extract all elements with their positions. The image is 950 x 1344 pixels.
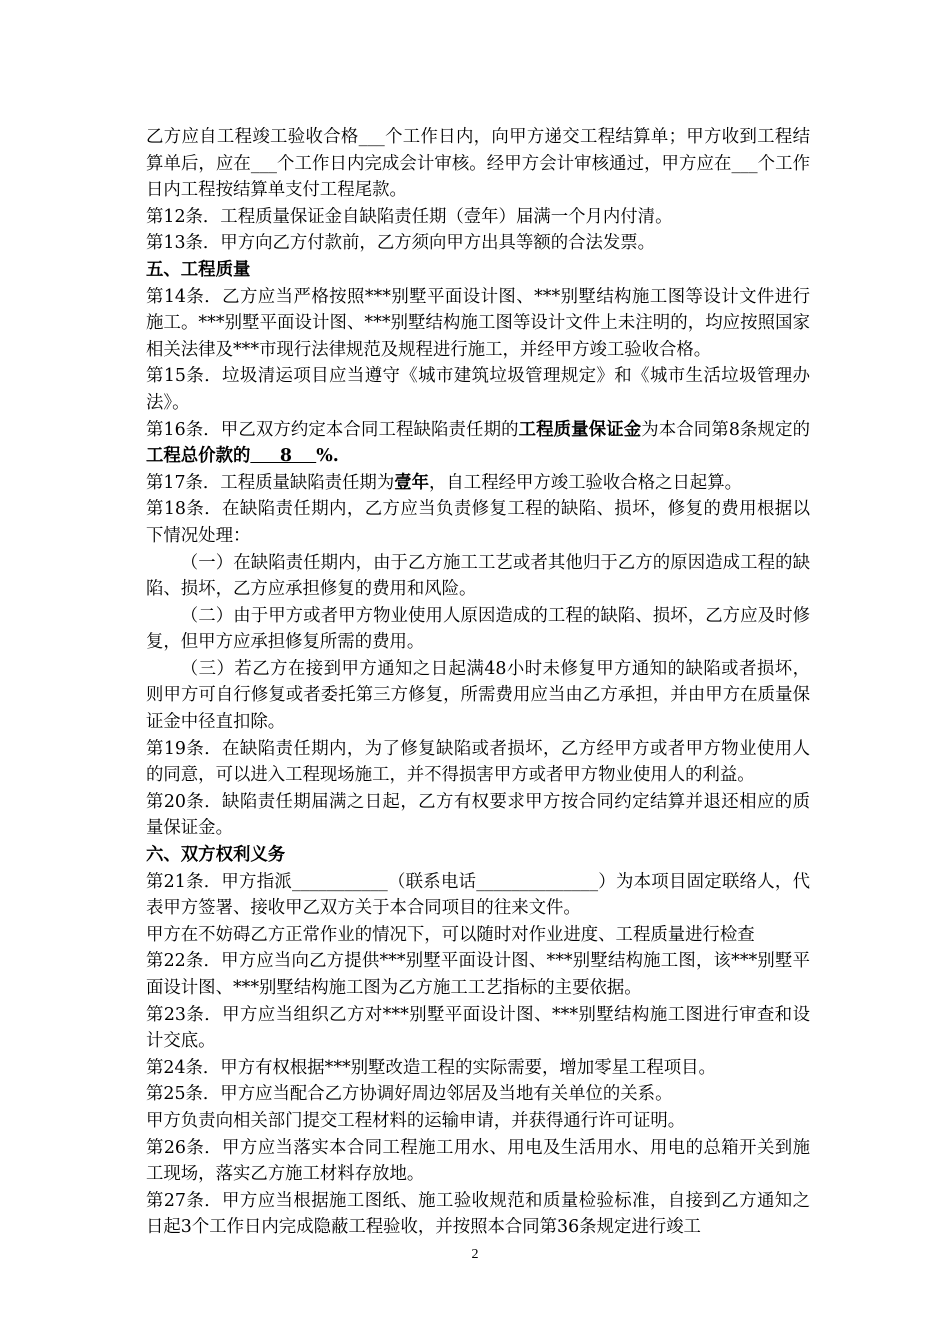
text: 第21条．甲方指派 bbox=[146, 871, 293, 892]
article-16 bbox=[146, 417, 810, 470]
article-13: 第13条．甲方向乙方付款前，乙方须向甲方出具等额的合法发票。 bbox=[146, 233, 656, 254]
bold-text: 工程总价款的 bbox=[146, 446, 251, 467]
article-18-item-3: （三）若乙方在接到甲方通知之日起满48小时未修复甲方通知的缺陷或者损坏，则甲方可自行修复或者委托第三方修复，所需费用应当由乙方承担，并由甲方在质量保证金中径直扣除。 bbox=[146, 658, 810, 733]
article-12: 第12条．工程质量保证金自缺陷责任期（壹年）届满一个月内付清。 bbox=[146, 206, 673, 227]
text: 第16条．甲乙双方约定本合同工程缺陷责任期的 bbox=[146, 419, 519, 440]
article-18-item-2: （二）由于甲方或者甲方物业使用人原因造成的工程的缺陷、损坏，乙方应及时修复，但甲方应承担修复所需的费用。 bbox=[146, 605, 810, 653]
article-26: 第26条．甲方应当落实本合同工程施工用水、用电及生活用水、用电的总箱开关到施工现场，落实乙方施工材料存放地。 bbox=[146, 1137, 810, 1185]
section-heading-rights: 六、双方权利义务 bbox=[146, 845, 286, 866]
paragraph-settlement bbox=[146, 124, 810, 204]
article-18-item-1: （一）在缺陷责任期内，由于乙方施工工艺或者其他归于乙方的原因造成工程的缺陷、损坏，乙方应承担修复的费用和风险。 bbox=[146, 552, 810, 600]
text: （联系电话 bbox=[387, 871, 477, 892]
article-14: 第14条．乙方应当严格按照***别墅平面设计图、***别墅结构施工图等设计文件进行施工。***别墅平面设计图、***别墅结构施工图等设计文件上未注明的，均应按照国家相关法律及***市现行法律规范及规程进行施工，并经甲方竣工验收合格。 bbox=[146, 286, 810, 360]
text: 个工作日内工程按结算单支付工程尾款。 bbox=[146, 153, 810, 201]
article-27: 第27条．甲方应当根据施工图纸、施工验收规范和质量检验标准，自接到乙方通知之日起3个工作日内完成隐蔽工程验收，并按照本合同第36条规定进行竣工 bbox=[146, 1190, 810, 1238]
document-body bbox=[146, 124, 810, 1241]
page-number: 2 bbox=[471, 1247, 479, 1262]
article-22: 第22条．甲方应当向乙方提供***别墅平面设计图、***别墅结构施工图，该***别墅平面设计图、***别墅结构施工图为乙方施工工艺指标的主要依据。 bbox=[146, 951, 810, 998]
text: 为本合同第8条规定的 bbox=[641, 419, 810, 440]
text: 乙方应自工程竣工验收合格 bbox=[146, 127, 359, 147]
article-21-continued: 甲方在不妨碍乙方正常作业的情况下，可以随时对作业进度、工程质量进行检查 bbox=[146, 924, 755, 945]
bold-text: 工程质量保证金 bbox=[518, 419, 642, 440]
text: 个工作日内，向甲方递交工程结算单；甲方收到工程结算单后，应在 bbox=[146, 127, 810, 174]
text: ，自工程经甲方竣工验收合格之日起算。 bbox=[429, 472, 743, 493]
section-heading-quality: 五、工程质量 bbox=[146, 259, 251, 280]
text: ）为本项目固定联络人，代表甲方签署、接收甲乙双方关于本合同项目的往来文件。 bbox=[146, 871, 810, 919]
article-19: 第19条．在缺陷责任期内，为了修复缺陷或者损坏，乙方经甲方或者甲方物业使用人的同意，可以进入工程现场施工，并不得损害甲方或者甲方物业使用人的利益。 bbox=[146, 738, 810, 786]
article-21 bbox=[146, 869, 810, 922]
text: 第17条．工程质量缺陷责任期为 bbox=[146, 472, 395, 493]
article-25: 第25条．甲方应当配合乙方协调好周边邻居及当地有关单位的关系。 bbox=[146, 1084, 673, 1105]
blank-field: ___ bbox=[358, 127, 385, 147]
article-20: 第20条．缺陷责任期届满之日起，乙方有权要求甲方按合同约定结算并退还相应的质量保证金。 bbox=[146, 791, 810, 839]
bold-text: 壹年 bbox=[394, 472, 430, 493]
blank-field: ___ bbox=[250, 153, 277, 174]
blank-field: ______________ bbox=[476, 871, 599, 892]
blank-field: ___ bbox=[731, 153, 758, 174]
percent-sign: %. bbox=[316, 446, 339, 467]
percentage-value: 8 bbox=[250, 446, 317, 467]
article-15: 第15条．垃圾清运项目应当遵守《城市建筑垃圾管理规定》和《城市生活垃圾管理办法》。 bbox=[146, 366, 810, 413]
article-25-continued: 甲方负责向相关部门提交工程材料的运输申请，并获得通行许可证明。 bbox=[146, 1110, 686, 1131]
article-18: 第18条．在缺陷责任期内，乙方应当负责修复工程的缺陷、损坏，修复的费用根据以下情况处理： bbox=[146, 499, 810, 546]
text: 个工作日内完成会计审核。经甲方会计审核通过，甲方应在 bbox=[276, 153, 732, 174]
article-23: 第23条．甲方应当组织乙方对***别墅平面设计图、***别墅结构施工图进行审查和设计交底。 bbox=[146, 1004, 810, 1052]
article-24: 第24条．甲方有权根据***别墅改造工程的实际需要，增加零星工程项目。 bbox=[146, 1057, 716, 1078]
blank-field: ___________ bbox=[292, 871, 388, 892]
article-17 bbox=[146, 470, 810, 497]
